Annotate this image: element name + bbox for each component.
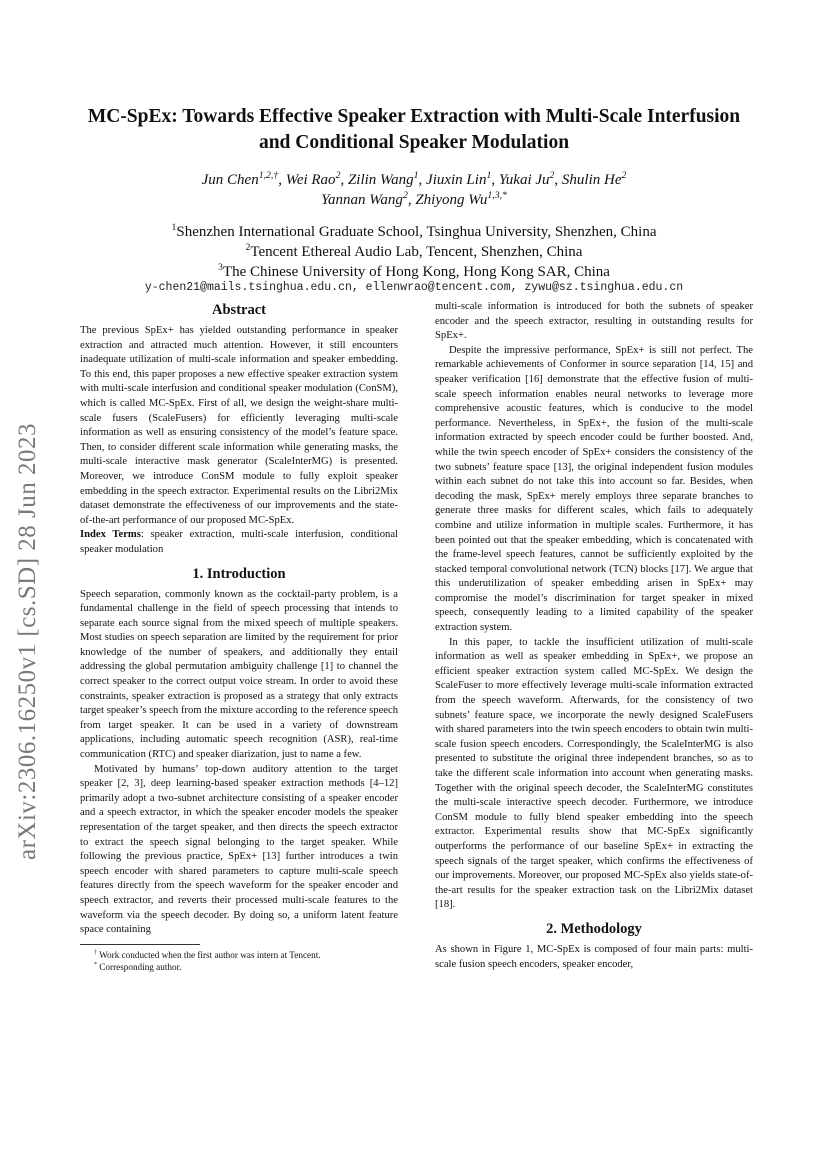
footnote-1: † Work conducted when the first author was intern at Tencent. <box>94 949 321 960</box>
affiliations <box>70 222 758 282</box>
title-line-2: and Conditional Speaker Modulation <box>258 132 570 153</box>
author-emails: y-chen21@mails.tsinghua.edu.cn, ellenwrao@tencent.com, zywu@sz.tsinghua.edu.cn <box>144 281 684 294</box>
index-terms: Index Terms: speaker extraction, multi-scale interfusion, conditional speaker modulation <box>80 529 398 555</box>
affiliation-2: $^2$Tencent Ethereal Audio Lab, Tencent, Shenzhen, China <box>245 242 583 260</box>
intro-paragraph-4: In this paper, to tackle the insufficient utilization of multi-scale information as well as speaker embedding in SpEx+, we propose an efficient speaker extraction system called MC-SpEx. We design the ScaleFuser to more effectively leverage multi-scale information extracted from the speech waveform. Afterwards, for the consistency of two subnets’ feature space, we incorporate the newly designed ScaleFusers with shared parameters into the twin speech encoders to obtain twin multi-scale fusion speech encoders. Correspondingly, the ScaleInterMG is also presented to substitute the original three independent branches, so as to take the different scale information into account when generating masks. Together with the original speech decoder, the ScaleInterMG constitutes the multi-scale interactive speech decoder. Furthermore, we introduce ConSM module to fully blend speaker embedding into the speech extractor. Experimental results show that MC-SpEx significantly outperforms the performance of our baseline SpEx+ in extracting the speech signals of the target speaker, which confirms the effectiveness of our improvements. Moreover, our proposed MC-SpEx also yields state-of-the-art results for the speaker extraction task on the Libri2Mix dataset [18]. <box>435 636 753 911</box>
authors-line-1: Jun Chen$^{1,2,\dagger}$, Wei Rao$^2$, Zilin Wang$^1$, Jiuxin Lin$^1$, Yukai Ju$^2$, Shulin He$^2$ <box>201 170 627 188</box>
intro-paragraph-3: Despite the impressive performance, SpEx+ is still not perfect. The remarkable achievements of Conformer in source separation [14, 15] and speaker verification [16] demonstrate that the effective fusion of multi-scale speech information enables neural networks to leverage more comprehensive acoustic features, which is conducive to the model performance. Nevertheless, in SpEx+, the fusion of the multi-scale information extracted by speech encoder could be further boosted. And, while the twin speech encoder of SpEx+ considers the consistency of the two subnets’ feature space [13], the original independent fusion modules within each subnet do not take this into account so far. Besides, when decoding the mask, SpEx+ merely employs three separate branches to generate three masks for different scales, which fails to adequately combine and utilize information in multiple scales. Furthermore, it has been pointed out that the speaker embedding, which is concatenated with the frame-level speech features, cannot be sufficiently exploited by the stacked temporal convolutional network (TCN) blocks [17]. We argue that this underutilization of speaker embedding arisen in SpEx+ may compromise the model’s discrimination for target speaker in mixed speech, consequently leading to a limited capability of the speaker extraction system. <box>435 344 753 634</box>
left-column <box>80 300 398 974</box>
abstract-body: The previous SpEx+ has yielded outstanding performance in speaker extraction and attracted much attention. However, it still encounters inadequate utilization of multi-scale information and speaker embedding. To this end, this paper proposes a new effective speaker extraction system with multi-scale interfusion and conditional speaker modulation (ConSM), which is called MC-SpEx. First of all, we design the weight-share multi-scale fusers (ScaleFusers) for efficiently leveraging multi-scale information as well as ensuring consistency of the model’s feature space. Then, to consider different scale information while generating masks, the multi-scale interactive mask generator (ScaleInterMG) is presented. Moreover, we introduce ConSM module to fully exploit speaker embedding in the speech extractor. Experimental results on the Libri2Mix dataset demonstrate the effectiveness of our improvements and the state-of-the-art performance of our proposed MC-SpEx. <box>80 325 398 526</box>
intro-paragraph-1: Speech separation, commonly known as the cocktail-party problem, is a fundamental challenge in the field of speech processing that intends to separate each source signal from the mixed speech of multiple speakers. Most studies on speech separation are limited by the requirement for prior knowledge of the number of speakers, and additionally they entail addressing the global permutation ambiguity challenge [1] to channel the correct speaker to the correct output voice stream. In order to avoid these constraints, speaker extraction is proposed as a strategy that only extracts target speaker’s speech from the mixture according to the reference speech from target speaker. It can be used in a variety of downstream applications, including automatic speech recognition (ASR), real-time communication (RTC) and speaker diarization, just to name a few. <box>80 588 398 761</box>
footnote-2: * Corresponding author. <box>94 962 182 973</box>
author-list <box>70 170 758 210</box>
footnote-divider <box>80 944 200 945</box>
right-column <box>435 300 753 972</box>
methodology-paragraph-1: As shown in Figure 1, MC-SpEx is composed of four main parts: multi-scale fusion speech encoders, speaker encoder, <box>435 943 753 970</box>
intro-paragraph-2-continued: multi-scale information is introduced for both the subnets of speaker encoder and the speech extractor, resulting in outstanding results for SpEx+. <box>435 301 753 342</box>
footnotes <box>80 949 398 974</box>
arxiv-identifier-stamp: arXiv:2306.16250v1 [cs.SD] 28 Jun 2023 <box>14 422 41 860</box>
abstract-heading: Abstract <box>212 302 266 318</box>
introduction-heading: 1. Introduction <box>192 565 286 582</box>
intro-paragraph-2: Motivated by humans’ top-down auditory attention to the target speaker [2, 3], deep learning-based speaker extraction methods [4–12] primarily adopt a two-subnet architecture consisting of a speaker encoder and a speech extractor, in which the speaker encoder models the speaker representation of the target speaker, and then directs the speech extractor to extract the speech signal belonging to the target speaker. While following the previous practice, SpEx+ [13] further introduces a twin speech encoder with shared parameters to capture multi-scale speech features directly from the speech waveform for the speaker encoder and speech extractor, and reverts their processed multi-scale features to the waveform via the speech decoder. By doing so, a uniform latent feature space containing <box>80 763 398 936</box>
affiliation-3: $^3$The Chinese University of Hong Kong, Hong Kong SAR, China <box>218 262 610 280</box>
methodology-heading: 2. Methodology <box>546 920 642 937</box>
authors-line-2: Yannan Wang$^2$, Zhiyong $Wu^{1,3,*}$ <box>321 190 507 208</box>
title-line-1: MC-SpEx: Towards Effective Speaker Extraction with Multi-Scale Interfusion <box>87 106 741 127</box>
affiliation-1: $^1$Shenzhen International Graduate School, Tsinghua University, Shenzhen, China <box>171 222 657 240</box>
paper-title <box>70 104 758 156</box>
